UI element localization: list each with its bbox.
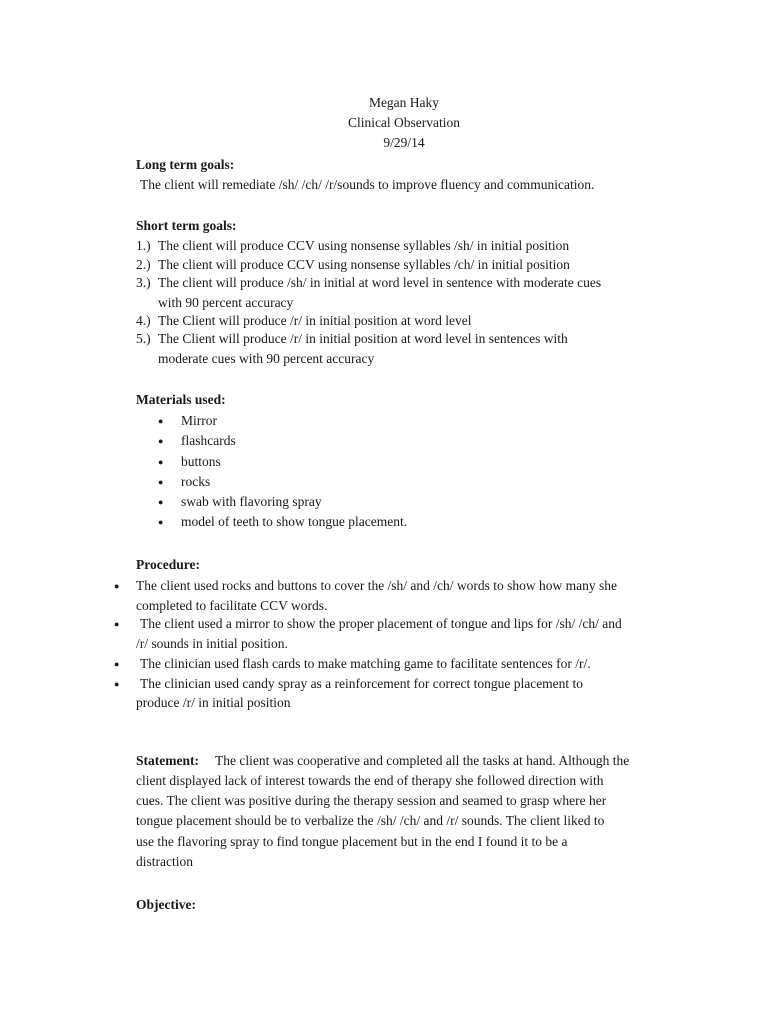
goal-text-continued: moderate cues with 90 percent accuracy <box>158 351 375 366</box>
statement-line: distraction <box>136 854 193 869</box>
procedure-item-continued: produce /r/ in initial position <box>136 695 291 710</box>
goal-number: 1.) <box>136 238 151 253</box>
statement-line: client displayed lack of interest towards the end of therapy she followed direction with <box>136 773 604 788</box>
document-title: Clinical Observation <box>347 115 461 130</box>
procedure-item: The client used rocks and buttons to cover the /sh/ and /ch/ words to show how many she <box>136 578 618 593</box>
long-term-goals-heading: Long term goals: <box>136 157 235 172</box>
goal-number: 2.) <box>136 257 151 272</box>
material-item: Mirror <box>181 413 217 428</box>
short-term-goals-heading: Short term goals: <box>136 218 237 233</box>
long-term-goals-text: The client will remediate /sh/ /ch/ /r/sounds to improve fluency and communication. <box>140 177 595 192</box>
statement-line: The client was cooperative and completed all the tasks at hand. Although the <box>215 753 630 768</box>
goal-text: The Client will produce /r/ in initial position at word level in sentences with <box>158 331 568 346</box>
goal-text-continued: with 90 percent accuracy <box>158 295 294 310</box>
bullet-icon: ● <box>158 497 164 507</box>
goal-text: The client will produce CCV using nonsense syllables /sh/ in initial position <box>158 238 570 253</box>
statement-line: tongue placement should be to verbalize the /sh/ /ch/ and /r/ sounds. The client liked to <box>136 813 605 828</box>
bullet-icon: ● <box>114 659 120 669</box>
material-item: model of teeth to show tongue placement. <box>181 514 408 529</box>
bullet-icon: ● <box>158 457 164 467</box>
bullet-icon: ● <box>114 581 120 591</box>
material-item: swab with flavoring spray <box>181 494 322 509</box>
procedure-heading: Procedure: <box>136 557 200 572</box>
author-name: Megan Haky <box>368 95 440 110</box>
procedure-item: The clinician used candy spray as a reinforcement for correct tongue placement to <box>140 676 584 691</box>
bullet-icon: ● <box>158 436 164 446</box>
bullet-icon: ● <box>114 679 120 689</box>
procedure-item: The clinician used flash cards to make matching game to facilitate sentences for /r/. <box>140 656 591 671</box>
statement-heading: Statement: <box>136 753 199 768</box>
goal-number: 4.) <box>136 313 151 328</box>
goal-number: 5.) <box>136 331 151 346</box>
procedure-item: The client used a mirror to show the proper placement of tongue and lips for /sh/ /ch/ and <box>140 616 622 631</box>
statement-line: use the flavoring spray to find tongue placement but in the end I found it to be a <box>136 834 568 849</box>
document-date: 9/29/14 <box>383 135 425 150</box>
material-item: rocks <box>181 474 211 489</box>
goal-number: 3.) <box>136 275 151 290</box>
bullet-icon: ● <box>158 416 164 426</box>
goal-text: The Client will produce /r/ in initial position at word level <box>158 313 472 328</box>
goal-text: The client will produce /sh/ in initial at word level in sentence with moderate cues <box>158 275 602 290</box>
procedure-item-continued: /r/ sounds in initial position. <box>136 636 288 651</box>
materials-heading: Materials used: <box>136 392 226 407</box>
material-item: flashcards <box>181 433 236 448</box>
procedure-item-continued: completed to facilitate CCV words. <box>136 598 328 613</box>
objective-heading: Objective: <box>136 897 196 912</box>
bullet-icon: ● <box>114 619 120 629</box>
goal-text: The client will produce CCV using nonsense syllables /ch/ in initial position <box>158 257 570 272</box>
statement-line: cues. The client was positive during the therapy session and seamed to grasp where her <box>136 793 607 808</box>
material-item: buttons <box>181 454 221 469</box>
bullet-icon: ● <box>158 517 164 527</box>
bullet-icon: ● <box>158 477 164 487</box>
